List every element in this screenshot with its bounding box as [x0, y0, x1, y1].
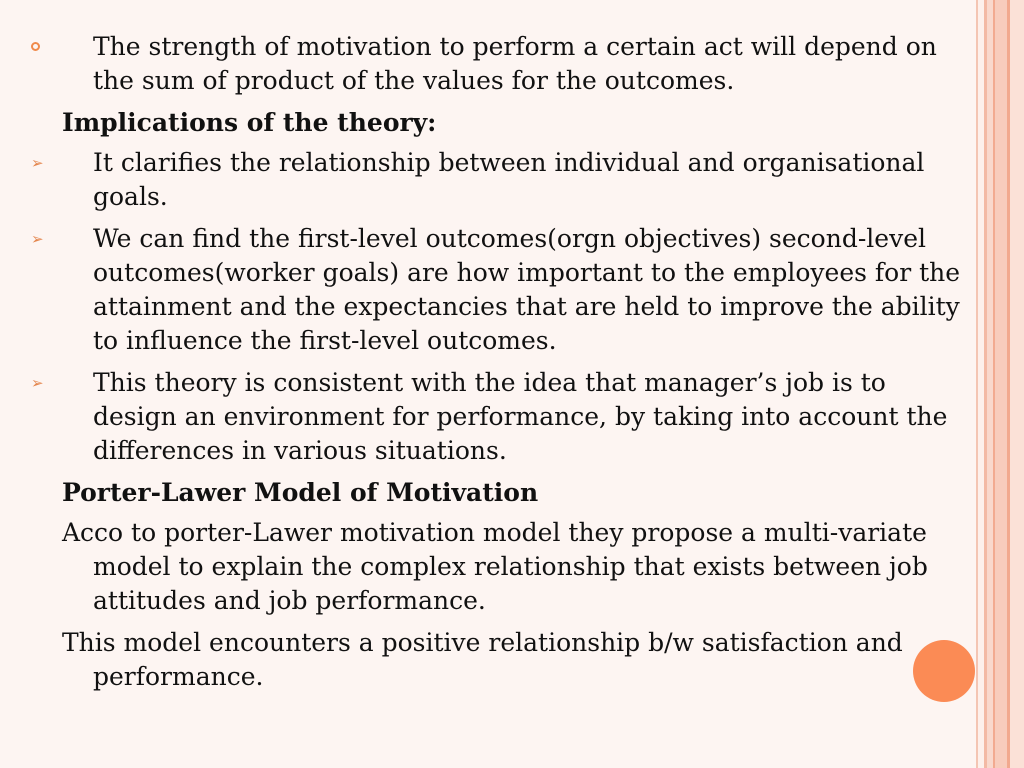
bullet-paragraph-first-level	[31, 222, 962, 358]
decor-stripe	[995, 0, 1007, 768]
heading-porter-lawer: Porter-Lawer Model of Motivation	[62, 478, 539, 507]
arrow-bullet-icon: ➢	[31, 374, 44, 392]
heading-implications: Implications of the theory:	[62, 108, 437, 137]
orange-circle-decoration	[913, 640, 975, 702]
bullet-paragraph-strength	[62, 30, 962, 98]
paragraph-text: This theory is consistent with the idea that manager’s job is to design an environment for performance, by taking into account the differences in various situations.	[93, 368, 948, 465]
paragraph-text: It clarifies the relationship between individual and organisational goals.	[93, 148, 925, 211]
bullet-paragraph-clarifies	[31, 146, 962, 214]
ring-bullet-icon	[31, 42, 40, 51]
paragraph-porter-lawer-model: Acco to porter-Lawer motivation model they propose a multi-variate model to explain the complex relationship that exists between job attitudes and job performance.	[62, 518, 928, 615]
slide-content	[31, 30, 962, 702]
bullet-paragraph-consistent	[31, 366, 962, 468]
paragraph-text: We can find the first-level outcomes(orgn objectives) second-level outcomes(worker goals) are how important to the employees for the attainment and the expectancies that are held to improve the ability to influence the first-level outcomes.	[93, 224, 961, 355]
arrow-bullet-icon: ➢	[31, 154, 44, 172]
arrow-bullet-icon: ➢	[31, 230, 44, 248]
decor-stripe	[1010, 0, 1024, 768]
paragraph-text: The strength of motivation to perform a certain act will depend on the sum of product of the values for the outcomes.	[93, 32, 937, 95]
paragraph-positive-relationship: This model encounters a positive relationship b/w satisfaction and performance.	[62, 628, 903, 691]
